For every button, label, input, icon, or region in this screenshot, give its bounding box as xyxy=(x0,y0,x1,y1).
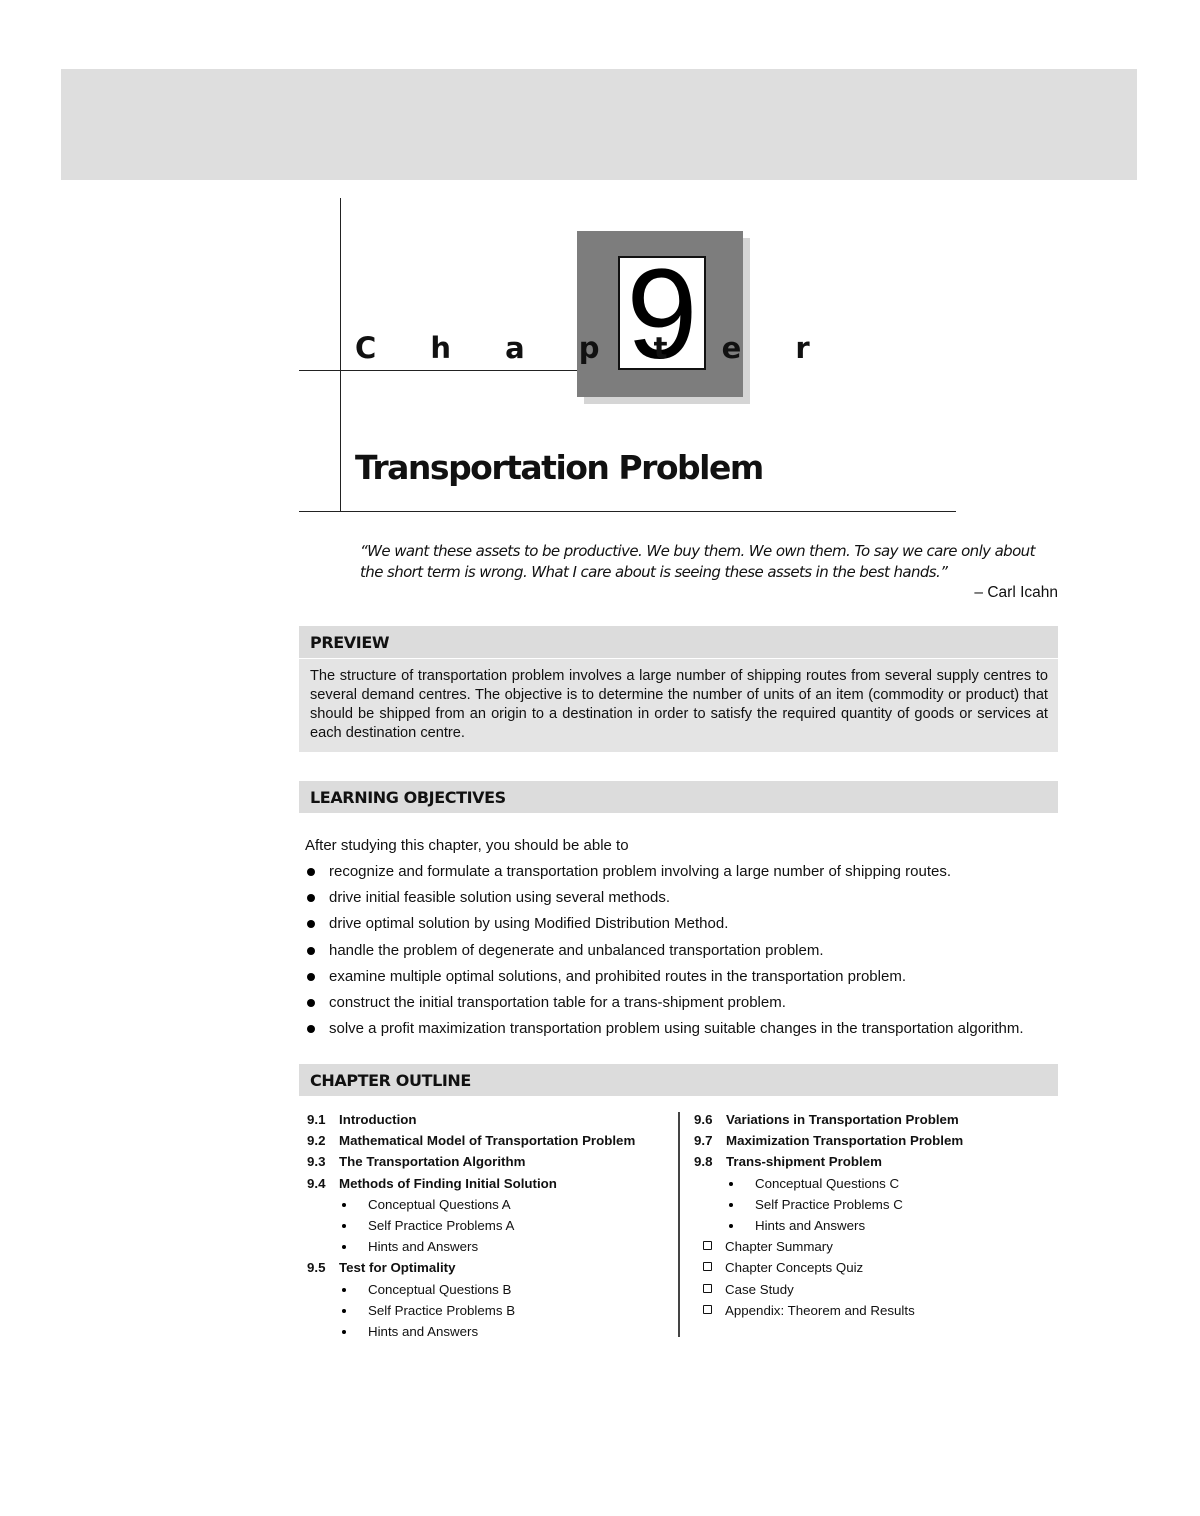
outline-section-number: 9.2 xyxy=(307,1133,326,1149)
objective-item: recognize and formulate a transportation problem involving a large number of shipping routes. xyxy=(305,862,1075,888)
outline-extra-item: Case Study xyxy=(694,1279,1054,1300)
outline-section-title: Trans-shipment Problem xyxy=(726,1154,882,1170)
outline-subitem: Hints and Answers xyxy=(694,1215,1054,1236)
outline-section-title: Maximization Transportation Problem xyxy=(726,1133,964,1149)
preview-heading: PREVIEW xyxy=(299,626,1058,658)
outline-section-title: Variations in Transportation Problem xyxy=(726,1112,959,1127)
outline-subitem: Self Practice Problems A xyxy=(307,1215,677,1236)
outline-subitem: Self Practice Problems B xyxy=(307,1300,677,1321)
header-band xyxy=(61,69,1137,180)
outline-section-title: The Transportation Algorithm xyxy=(339,1154,526,1170)
learning-objectives-heading: LEARNING OBJECTIVES xyxy=(299,781,1058,813)
learning-objectives-intro: After studying this chapter, you should be able to xyxy=(305,837,629,854)
outline-subitem: Hints and Answers xyxy=(307,1236,677,1257)
outline-section-number: 9.8 xyxy=(694,1154,713,1170)
outline-extra-item: Appendix: Theorem and Results xyxy=(694,1300,1054,1321)
outline-section xyxy=(307,1109,677,1130)
outline-right-column xyxy=(694,1109,1054,1321)
outline-section-number: 9.4 xyxy=(307,1175,326,1191)
outline-section-title: Introduction xyxy=(339,1112,417,1127)
chapter-rule xyxy=(299,370,595,371)
outline-section-title: Test for Optimality xyxy=(339,1260,456,1276)
objective-item: handle the problem of degenerate and unbalanced transportation problem. xyxy=(305,941,1075,967)
outline-section xyxy=(694,1151,1054,1172)
outline-left-column xyxy=(307,1109,677,1342)
outline-section xyxy=(307,1173,677,1194)
epigraph-quote: “We want these assets to be productive. We buy them. We own them. To say we care only about the short term is wrong. What I care about is seeing these assets in the best hands.” xyxy=(360,542,1035,581)
outline-section-number: 9.7 xyxy=(694,1133,713,1149)
chapter-label: C h a p t e r xyxy=(355,331,832,365)
title-rule xyxy=(299,511,956,512)
objective-item: drive initial feasible solution using several methods. xyxy=(305,888,1075,914)
outline-subitem: Self Practice Problems C xyxy=(694,1194,1054,1215)
learning-objectives-list xyxy=(305,862,1075,1045)
outline-section-title: Mathematical Model of Transportation Problem xyxy=(339,1133,636,1149)
outline-subitem: Conceptual Questions C xyxy=(694,1173,1054,1194)
outline-section xyxy=(307,1130,677,1151)
objective-item: examine multiple optimal solutions, and prohibited routes in the transportation problem. xyxy=(305,967,1075,993)
outline-section xyxy=(694,1130,1054,1151)
outline-section-number: 9.6 xyxy=(694,1112,713,1127)
preview-body: The structure of transportation problem involves a large number of shipping routes from several supply centres to several demand centres. The objective is to determine the number of units of an item (commodity or product) that should be shipped from an origin to a destination in order to satisfy the required quantity of goods or services at each destination centre. xyxy=(299,659,1058,752)
outline-section-number: 9.3 xyxy=(307,1154,326,1170)
vertical-rule xyxy=(340,198,341,512)
objective-item: drive optimal solution by using Modified Distribution Method. xyxy=(305,914,1075,940)
outline-extra-item: Chapter Summary xyxy=(694,1236,1054,1257)
outline-extra-item: Chapter Concepts Quiz xyxy=(694,1257,1054,1278)
outline-section-number: 9.5 xyxy=(307,1260,326,1276)
chapter-number: 9 xyxy=(626,256,698,370)
objective-item: solve a profit maximization transportation problem using suitable changes in the transportation algorithm. xyxy=(305,1019,1075,1045)
outline-section-title: Methods of Finding Initial Solution xyxy=(339,1175,557,1191)
chapter-outline-heading: CHAPTER OUTLINE xyxy=(299,1064,1058,1096)
outline-section-number: 9.1 xyxy=(307,1112,326,1127)
outline-divider xyxy=(678,1112,680,1337)
outline-subitem: Conceptual Questions B xyxy=(307,1279,677,1300)
epigraph-author: – Carl Icahn xyxy=(974,584,1058,601)
outline-section xyxy=(307,1151,677,1172)
objective-item: construct the initial transportation table for a trans-shipment problem. xyxy=(305,993,1075,1019)
outline-subitem: Hints and Answers xyxy=(307,1321,677,1342)
outline-section xyxy=(307,1257,677,1278)
chapter-title: Transportation Problem xyxy=(355,448,763,487)
outline-subitem: Conceptual Questions A xyxy=(307,1194,677,1215)
outline-section xyxy=(694,1109,1054,1130)
